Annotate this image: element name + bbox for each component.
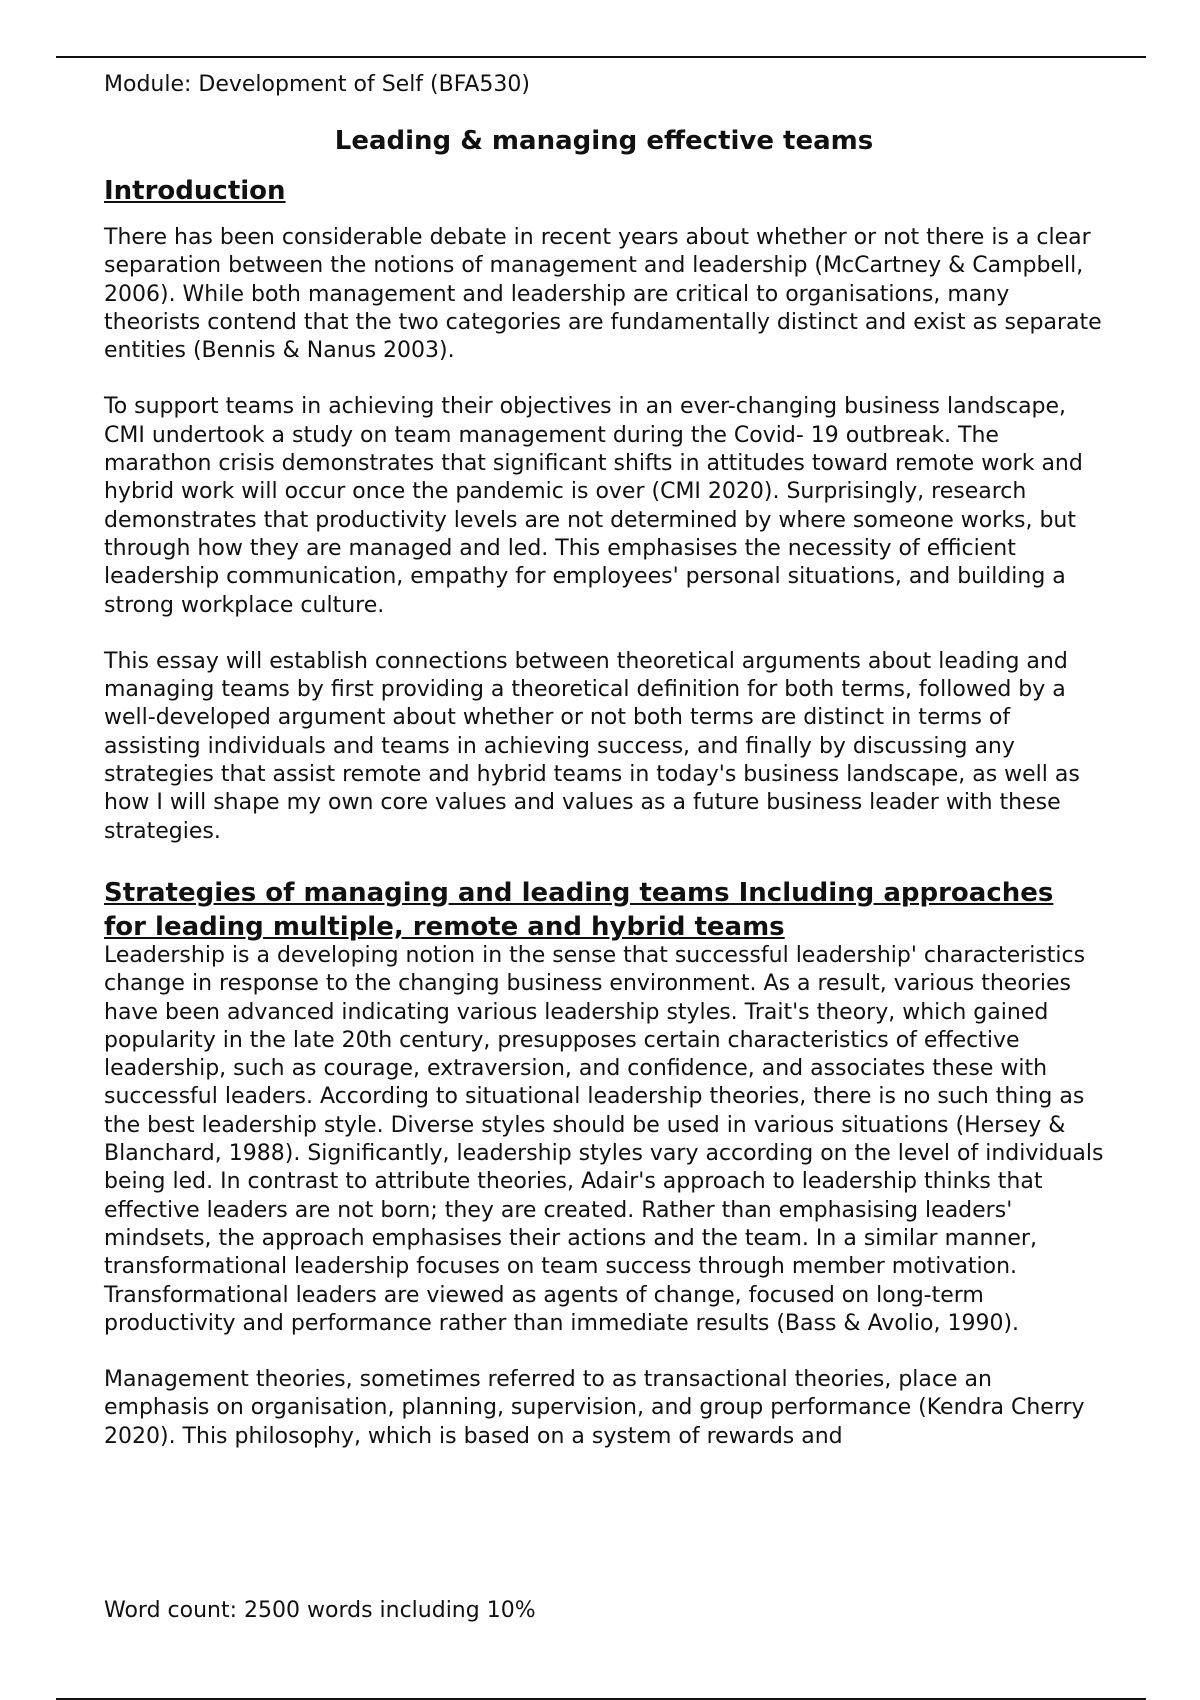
word-count: Word count: 2500 words including 10% (104, 1598, 536, 1623)
top-rule (56, 56, 1146, 58)
strategies-heading: Strategies of managing and leading teams Including approaches for leading multiple, remote and hybrid teams (104, 877, 1054, 942)
intro-paragraph-1: There has been considerable debate in recent years about whether or not there is a clear separation between the notions of management and leadership (McCartney & Campbell, 2006). While both management and leadership are critical to organisations, many theorists contend that the two categories are fundamentally distinct and exist as separate entities (Bennis & Nanus 2003). (104, 225, 1102, 364)
introduction-heading: Introduction (104, 176, 286, 206)
strategies-paragraph-2: Management theories, sometimes referred to as transactional theories, place an emphasis on organisation, planning, supervision, and group performance (Kendra Cherry 2020). This philosophy, which is based on a system of rewards and (104, 1367, 1085, 1449)
document-page (104, 70, 1104, 1451)
intro-paragraph-3: This essay will establish connections between theoretical arguments about leading and managing teams by first providing a theoretical definition for both terms, followed by a well-developed argument about whether or not both terms are distinct in terms of assisting individuals and teams in achieving success, and finally by discussing any strategies that assist remote and hybrid teams in today's business landscape, as well as how I will shape my own core values and values as a future business leader with these strategies. (104, 648, 1080, 844)
intro-paragraph-2: To support teams in achieving their objectives in an ever-changing business landscape, CMI undertook a study on team management during the Covid- 19 outbreak. The marathon crisis demonstrates that significant shifts in attitudes toward remote work and hybrid work will occur once the pandemic is over (CMI 2020). Surprisingly, research demonstrates that productivity levels are not determined by where someone works, but through how they are managed and led. This emphasises the necessity of efficient leadership communication, empathy for employees' personal situations, and building a strong workplace culture. (104, 394, 1083, 618)
document-title: Leading & managing effective teams (334, 126, 874, 156)
module-label: Module: Development of Self (BFA530) (104, 72, 530, 97)
strategies-paragraph-1: Leadership is a developing notion in the sense that successful leadership' characteristics change in response to the changing business environment. As a result, various theories have been advanced indicating various leadership styles. Trait's theory, which gained popularity in the late 20th century, presupposes certain characteristics of effective leadership, such as courage, extraversion, and confidence, and associates these with successful leaders. According to situational leadership theories, there is no such thing as the best leadership style. Diverse styles should be used in various situations (Hersey & Blanchard, 1988). Significantly, leadership styles vary according on the level of individuals being led. In contrast to attribute theories, Adair's approach to leadership thinks that effective leaders are not born; they are created. Rather than emphasising leaders' mindsets, the approach emphasises their actions and the team. In a similar manner, transformational leadership focuses on team success through member motivation. Transformational leaders are viewed as agents of change, focused on long-term productivity and performance rather than immediate results (Bass & Avolio, 1990). (104, 942, 1104, 1336)
